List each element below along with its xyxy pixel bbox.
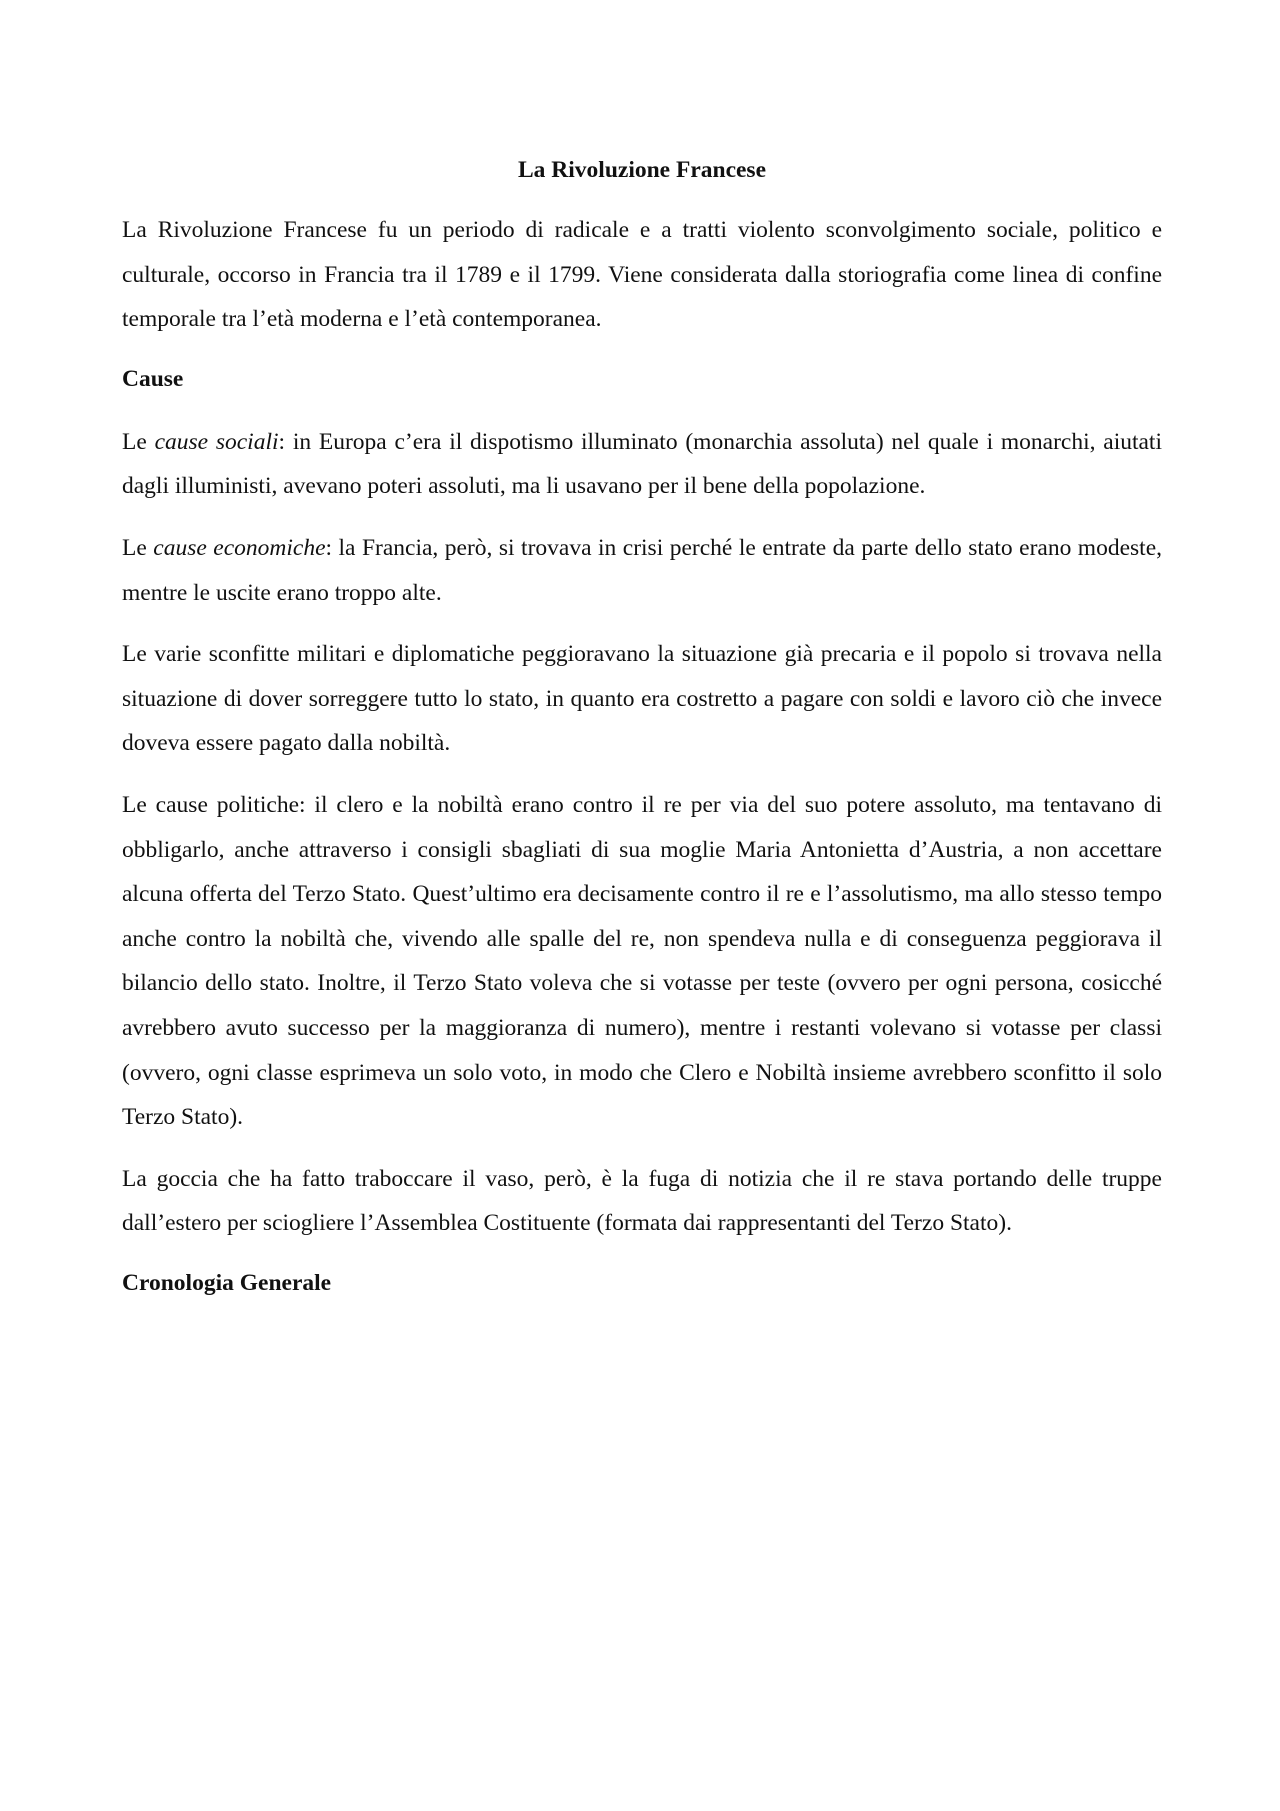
- cause-economiche-prefix: Le: [122, 534, 154, 561]
- paragraph-cause-sociali: [122, 420, 1162, 509]
- cause-sociali-term: cause sociali: [154, 428, 279, 455]
- cause-sociali-prefix: Le: [122, 428, 155, 455]
- cause-economiche-term: cause economiche: [153, 534, 326, 561]
- intro-paragraph: La Rivoluzione Francese fu un periodo di radicale e a tratti violento sconvolgimento sociale, politico e culturale, occorso in Francia tra il 1789 e il 1799. Viene considerata dalla storiografia come linea di confine temporale tra l’età moderna e l’età contemporanea.: [122, 217, 1162, 333]
- heading-cronologia: Cronologia Generale: [122, 1269, 332, 1296]
- paragraph-cause-politiche: Le cause politiche: il clero e la nobiltà erano contro il re per via del suo potere assoluto, ma tentavano di obbligarlo, anche attraverso i consigli sbagliati di sua moglie Maria Antonietta d’Austria, a non accettare alcuna offerta del Terzo Stato. Quest’ultimo era decisamente contro il re e l’assolutismo, ma allo stesso tempo anche contro la nobiltà che, vivendo alle spalle del re, non spendeva nulla e di conseguenza peggiorava il bilancio dello stato. Inoltre, il Terzo Stato voleva che si votasse per teste (ovvero per ogni persona, cosicché avrebbero avuto successo per la maggioranza di numero), mentre i restanti volevano si votasse per classi (ovvero, ogni classe esprimeva un solo voto, in modo che Clero e Nobiltà insieme avrebbero sconfitto il solo Terzo Stato).: [122, 791, 1162, 1131]
- document-title: La Rivoluzione Francese: [517, 157, 767, 183]
- document-body: [122, 150, 1162, 1324]
- paragraph-sconfitte: Le varie sconfitte militari e diplomatiche peggioravano la situazione già precaria e il popolo si trovava nella situazione di dover sorreggere tutto lo stato, in quanto era costretto a pagare con soldi e lavoro ciò che invece doveva essere pagato dalla nobiltà.: [122, 641, 1162, 757]
- cause-economiche-text: : la Francia, però, si trovava in crisi perché le entrate da parte dello stato erano modeste, mentre le uscite erano troppo alte.: [122, 534, 1162, 606]
- paragraph-goccia: La goccia che ha fatto traboccare il vaso, però, è la fuga di notizia che il re stava portando delle truppe dall’estero per sciogliere l’Assemblea Costituente (formata dai rappresentanti del Terzo Stato).: [122, 1165, 1162, 1237]
- cause-sociali-text: : in Europa c’era il dispotismo illuminato (monarchia assoluta) nel quale i monarchi, aiutati dagli illuministi, avevano poteri assoluti, ma li usavano per il bene della popolazione.: [122, 428, 1162, 500]
- heading-cause: Cause: [122, 365, 184, 392]
- paragraph-cause-economiche: [122, 526, 1162, 615]
